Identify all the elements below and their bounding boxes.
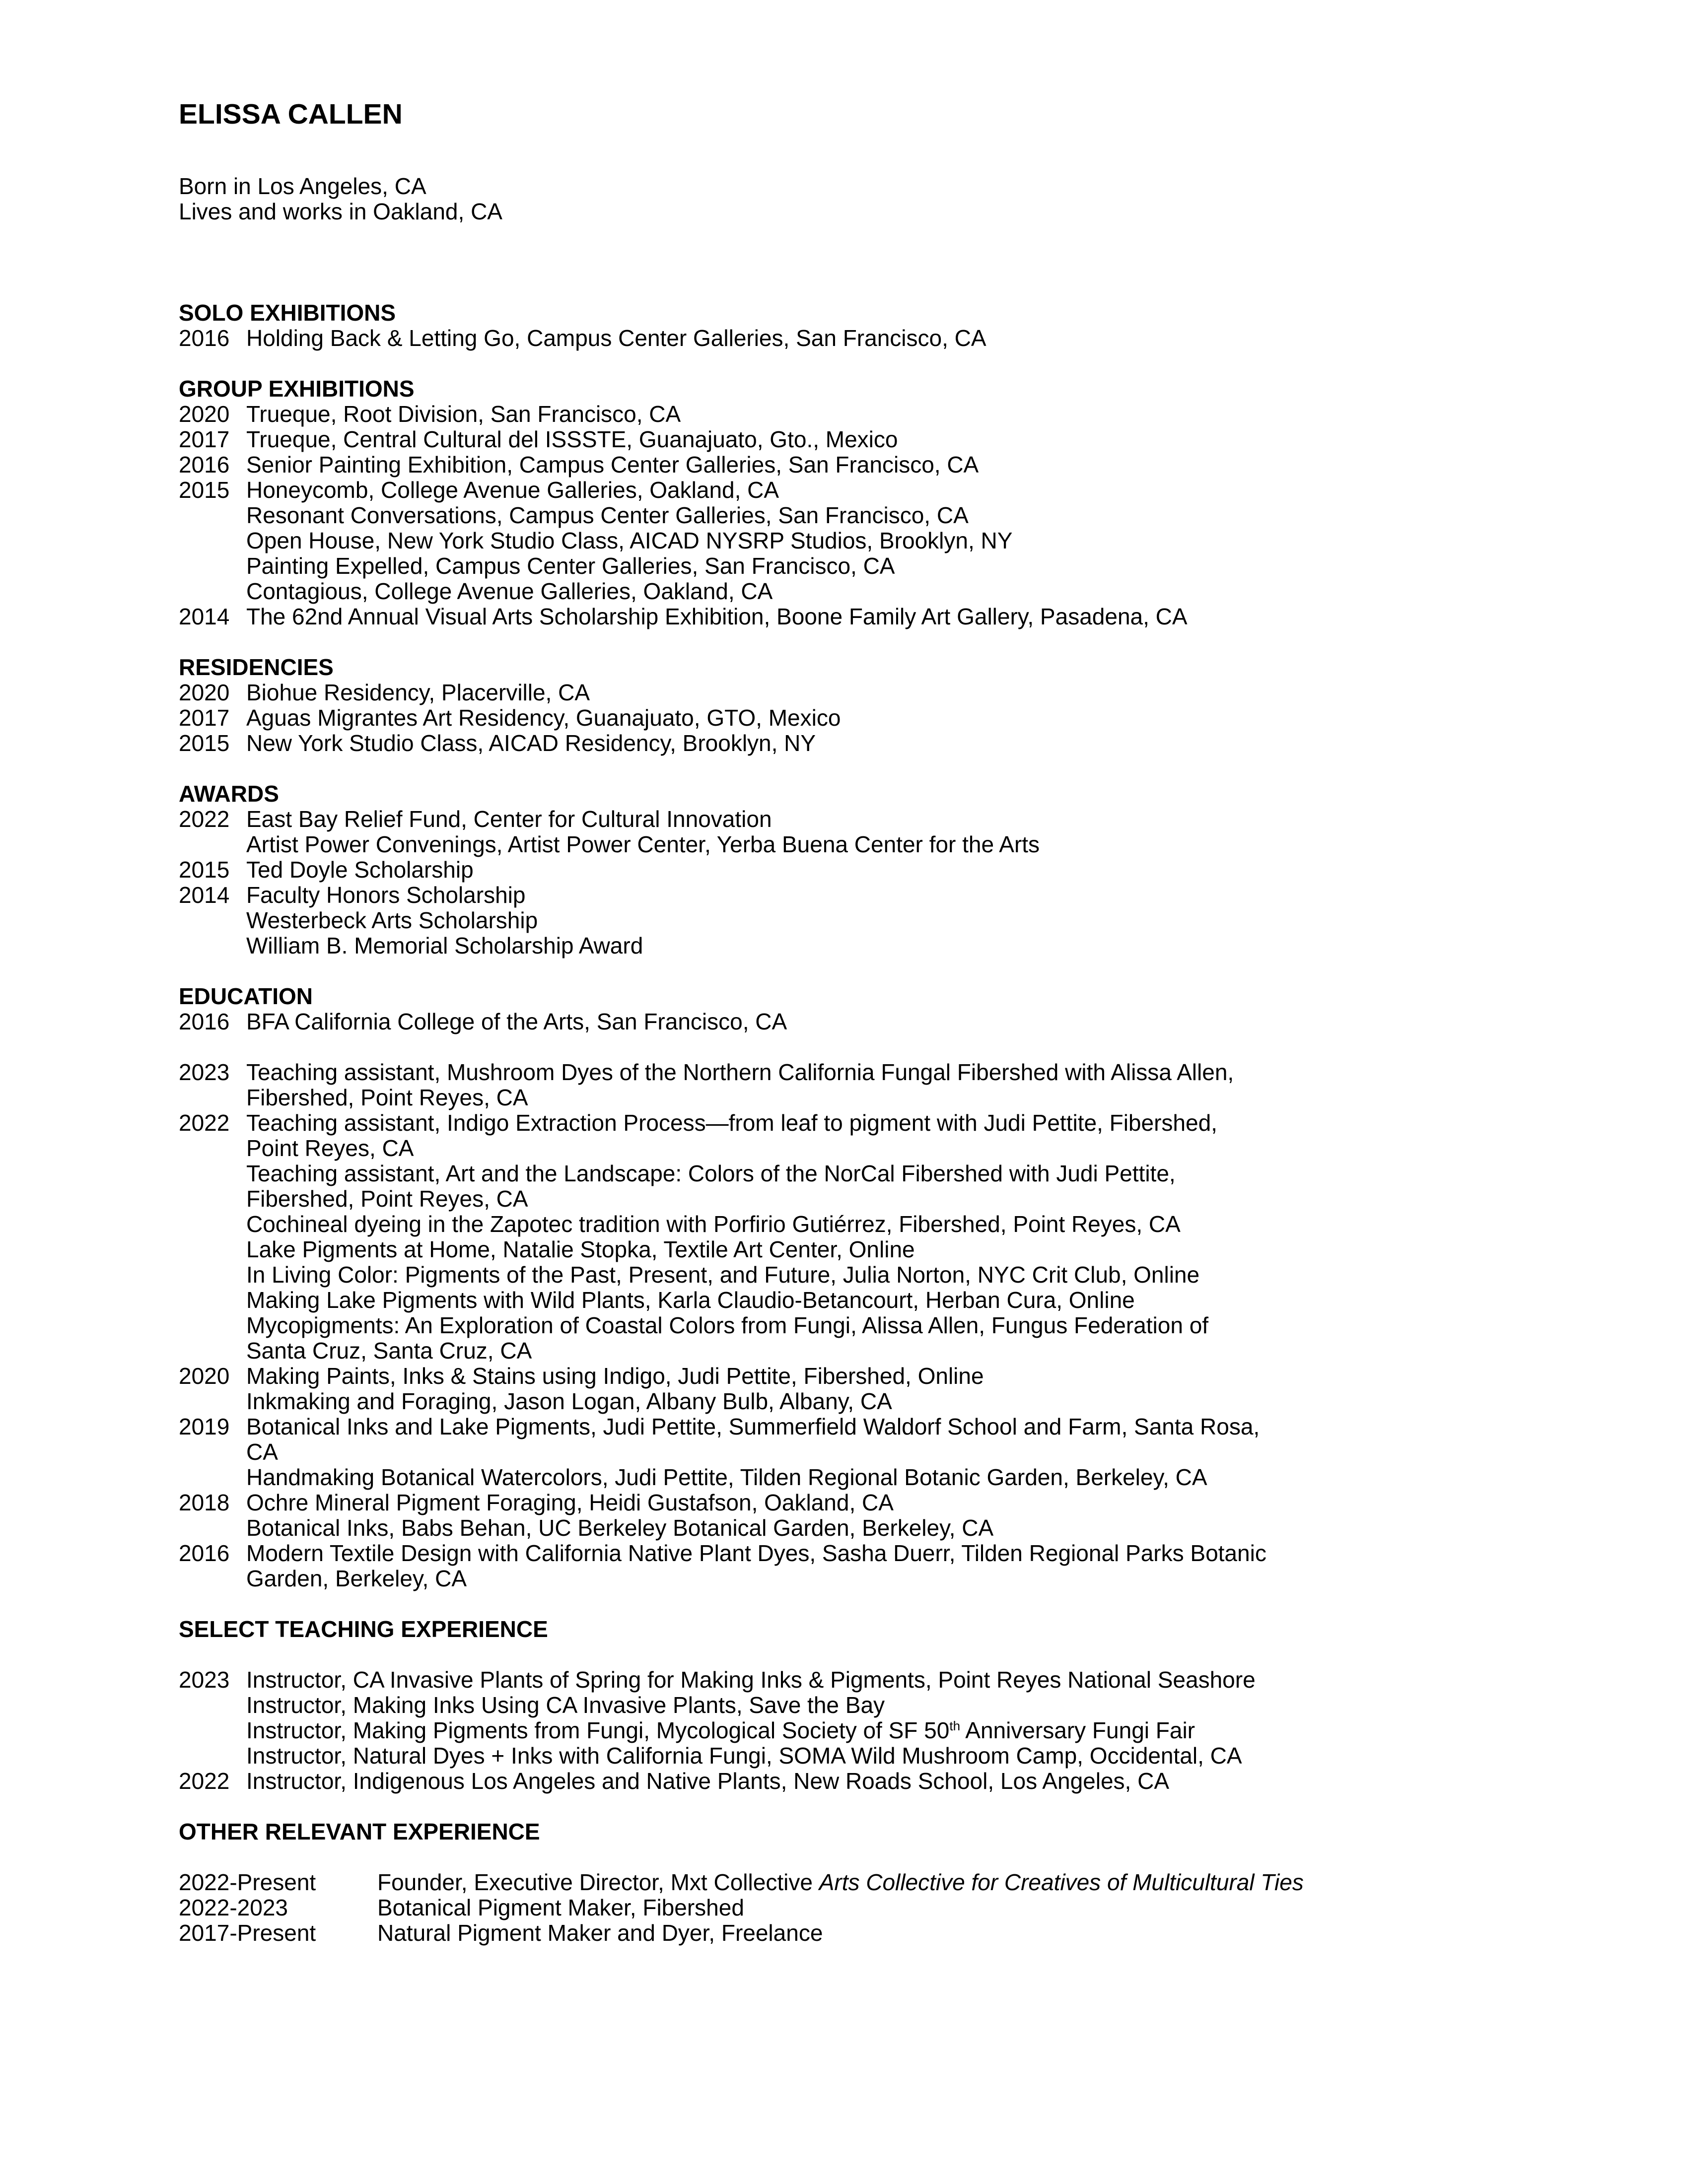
entry-row xyxy=(179,857,1569,883)
entry-lines xyxy=(246,1667,1569,1769)
entry-line: Open House, New York Studio Class, AICAD NYSRP Studios, Brooklyn, NY xyxy=(246,528,1013,553)
entry-row xyxy=(179,731,1569,756)
entry-line: Instructor, Making Inks Using CA Invasive Plants, Save the Bay xyxy=(246,1692,885,1718)
entry-lines xyxy=(246,1060,1569,1110)
entry-row xyxy=(179,1414,1569,1490)
entry-line: Biohue Residency, Placerville, CA xyxy=(246,680,590,705)
entry-year: 2015 xyxy=(179,730,230,756)
cv-page xyxy=(179,97,1569,1971)
entry-line: Instructor, Indigenous Los Angeles and Native Plants, New Roads School, Los Angeles, CA xyxy=(246,1768,1170,1794)
entries-list xyxy=(179,326,1569,351)
entry-row xyxy=(179,705,1569,731)
entry-year: 2020 xyxy=(179,1363,230,1389)
entry-year: 2022 xyxy=(179,1110,230,1136)
entry-lines xyxy=(246,1769,1569,1794)
entry-line: William B. Memorial Scholarship Award xyxy=(246,933,643,958)
entry-row xyxy=(179,1110,1569,1364)
entry-line: Teaching assistant, Art and the Landscape: Colors of the NorCal Fibershed with Judi Pettite, xyxy=(246,1160,1176,1186)
entry-lines xyxy=(246,1009,1569,1034)
entry-line: Faculty Honors Scholarship xyxy=(246,882,526,908)
entry-line: Making Paints, Inks & Stains using Indigo, Judi Pettite, Fibershed, Online xyxy=(246,1363,984,1389)
entry-row xyxy=(179,1490,1569,1541)
entry-line: Botanical Pigment Maker, Fibershed xyxy=(377,1895,744,1920)
entry-line: The 62nd Annual Visual Arts Scholarship Exhibition, Boone Family Art Gallery, Pasadena, CA xyxy=(246,604,1188,629)
entry-row xyxy=(179,1895,1569,1920)
entry-lines xyxy=(246,680,1569,705)
entry-line: Artist Power Convenings, Artist Power Center, Yerba Buena Center for the Arts xyxy=(246,831,1040,857)
artist-name: ELISSA CALLEN xyxy=(179,98,403,130)
entry-row xyxy=(179,402,1569,427)
entry-line: Modern Textile Design with California Native Plant Dyes, Sasha Duerr, Tilden Regional Parks Botanic xyxy=(246,1540,1266,1566)
entry-row xyxy=(179,680,1569,705)
education-section xyxy=(179,984,1569,1591)
entry-line: Botanical Inks and Lake Pigments, Judi Pettite, Summerfield Waldorf School and Farm, Santa Rosa, xyxy=(246,1414,1260,1439)
entry-year: 2022-Present xyxy=(179,1869,316,1895)
entry-year: 2014 xyxy=(179,604,230,629)
entry-year: 2016 xyxy=(179,452,230,478)
entry-row xyxy=(179,1667,1569,1769)
entry-line: Senior Painting Exhibition, Campus Center Galleries, San Francisco, CA xyxy=(246,452,979,478)
entry-line: Mycopigments: An Exploration of Coastal Colors from Fungi, Alissa Allen, Fungus Federation of xyxy=(246,1312,1209,1338)
entry-line: Ochre Mineral Pigment Foraging, Heidi Gustafson, Oakland, CA xyxy=(246,1490,894,1515)
entry-row xyxy=(179,1009,1569,1034)
section-title: OTHER RELEVANT EXPERIENCE xyxy=(179,1819,540,1844)
entry-line: Instructor, CA Invasive Plants of Spring for Making Inks & Pigments, Point Reyes National Seashore xyxy=(246,1667,1256,1693)
section-title: AWARDS xyxy=(179,781,279,807)
entry-lines xyxy=(246,705,1569,731)
entry-line: Teaching assistant, Indigo Extraction Process—from leaf to pigment with Judi Pettite, Fibershed, xyxy=(246,1110,1217,1136)
entry-row xyxy=(179,1769,1569,1794)
entry-line: Aguas Migrantes Art Residency, Guanajuato, GTO, Mexico xyxy=(246,705,841,731)
entry-row xyxy=(179,326,1569,351)
entry-line-text: Instructor, Making Pigments from Fungi, Mycological Society of SF 50 xyxy=(246,1717,950,1743)
entry-line: Teaching assistant, Mushroom Dyes of the Northern California Fungal Fibershed with Alissa Allen, xyxy=(246,1059,1234,1085)
entry-year: 2022-2023 xyxy=(179,1895,288,1920)
entry-line xyxy=(246,1718,1569,1743)
entry-row xyxy=(179,1870,1569,1895)
section-title: RESIDENCIES xyxy=(179,654,334,680)
teaching-section xyxy=(179,1617,1569,1794)
entry-lines xyxy=(377,1895,1569,1920)
entry-line: Inkmaking and Foraging, Jason Logan, Albany Bulb, Albany, CA xyxy=(246,1388,892,1414)
entry-row xyxy=(179,807,1569,857)
entry-line: Handmaking Botanical Watercolors, Judi Pettite, Tilden Regional Botanic Garden, Berkeley, CA xyxy=(246,1464,1207,1490)
entry-line: Cochineal dyeing in the Zapotec tradition with Porfirio Gutiérrez, Fibershed, Point Reyes, CA xyxy=(246,1211,1181,1237)
entry-line: Trueque, Root Division, San Francisco, CA xyxy=(246,401,681,427)
entry-row xyxy=(179,1364,1569,1414)
entry-lines xyxy=(246,402,1569,427)
entry-line: Ted Doyle Scholarship xyxy=(246,857,474,883)
entry-line-text: Founder, Executive Director, Mxt Collective xyxy=(377,1869,819,1895)
entry-lines xyxy=(246,807,1569,857)
entry-line: Fibershed, Point Reyes, CA xyxy=(246,1085,528,1110)
entries-list xyxy=(179,807,1569,958)
solo-exhibitions-section xyxy=(179,300,1569,351)
other-experience-section xyxy=(179,1819,1569,1946)
entry-year: 2023 xyxy=(179,1059,230,1085)
entry-row xyxy=(179,883,1569,958)
entry-lines xyxy=(246,857,1569,883)
entry-line: Garden, Berkeley, CA xyxy=(246,1566,467,1591)
entry-lines xyxy=(246,1110,1569,1364)
entry-line-text: Anniversary Fungi Fair xyxy=(960,1717,1195,1743)
entry-year: 2015 xyxy=(179,857,230,883)
entry-lines xyxy=(246,1541,1569,1591)
awards-section xyxy=(179,781,1569,958)
workshops-list xyxy=(179,1060,1569,1591)
entry-year: 2022 xyxy=(179,806,230,832)
entry-line: Trueque, Central Cultural del ISSSTE, Guanajuato, Gto., Mexico xyxy=(246,426,898,452)
entry-row xyxy=(179,1920,1569,1946)
entry-line xyxy=(377,1870,1569,1895)
entries-list xyxy=(179,402,1569,629)
entry-row xyxy=(179,427,1569,452)
entry-year: 2020 xyxy=(179,680,230,705)
entry-line: New York Studio Class, AICAD Residency, Brooklyn, NY xyxy=(246,730,816,756)
entry-year: 2023 xyxy=(179,1667,230,1693)
spacer xyxy=(179,1034,1569,1060)
entry-row xyxy=(179,1060,1569,1110)
entry-lines xyxy=(246,326,1569,351)
ordinal-superscript: th xyxy=(949,1718,961,1733)
entry-lines xyxy=(246,1414,1569,1490)
entry-line: Painting Expelled, Campus Center Galleries, San Francisco, CA xyxy=(246,553,895,579)
bio xyxy=(179,174,1569,224)
entry-line: Westerbeck Arts Scholarship xyxy=(246,907,538,933)
entry-lines xyxy=(246,731,1569,756)
entry-lines xyxy=(246,452,1569,478)
entry-lines xyxy=(246,427,1569,452)
entry-line: Natural Pigment Maker and Dyer, Freelance xyxy=(377,1920,823,1946)
entry-line: Point Reyes, CA xyxy=(246,1135,414,1161)
residencies-section xyxy=(179,655,1569,756)
entry-row xyxy=(179,604,1569,629)
entry-line: East Bay Relief Fund, Center for Cultural Innovation xyxy=(246,806,772,832)
entry-year: 2018 xyxy=(179,1490,230,1515)
entry-line: Botanical Inks, Babs Behan, UC Berkeley Botanical Garden, Berkeley, CA xyxy=(246,1515,994,1541)
entry-lines xyxy=(377,1920,1569,1946)
entry-year: 2016 xyxy=(179,1540,230,1566)
entry-year: 2017-Present xyxy=(179,1920,316,1946)
group-exhibitions-section xyxy=(179,376,1569,629)
section-title: EDUCATION xyxy=(179,983,313,1009)
entry-line: Fibershed, Point Reyes, CA xyxy=(246,1186,528,1212)
entry-row xyxy=(179,478,1569,604)
entry-line: Honeycomb, College Avenue Galleries, Oakland, CA xyxy=(246,477,779,503)
section-title: SOLO EXHIBITIONS xyxy=(179,300,396,326)
entry-year: 2019 xyxy=(179,1414,230,1439)
entry-line: CA xyxy=(246,1439,278,1465)
entry-year: 2016 xyxy=(179,325,230,351)
entry-line: Making Lake Pigments with Wild Plants, Karla Claudio-Betancourt, Herban Cura, Online xyxy=(246,1287,1135,1313)
entry-line-italic: Arts Collective for Creatives of Multicultural Ties xyxy=(819,1869,1304,1895)
entry-line: In Living Color: Pigments of the Past, Present, and Future, Julia Norton, NYC Crit Club, Online xyxy=(246,1262,1200,1288)
entry-lines xyxy=(246,1490,1569,1541)
entry-lines xyxy=(246,604,1569,629)
entry-line: BFA California College of the Arts, San Francisco, CA xyxy=(246,1009,787,1034)
entry-year: 2022 xyxy=(179,1768,230,1794)
entry-year: 2017 xyxy=(179,426,230,452)
entry-year: 2014 xyxy=(179,882,230,908)
entry-year: 2016 xyxy=(179,1009,230,1034)
entry-lines xyxy=(246,1364,1569,1414)
entries-list xyxy=(179,1009,1569,1034)
entry-line: Holding Back & Letting Go, Campus Center Galleries, San Francisco, CA xyxy=(246,325,986,351)
entry-line: Santa Cruz, Santa Cruz, CA xyxy=(246,1338,532,1364)
entry-lines xyxy=(246,883,1569,958)
entry-line: Instructor, Natural Dyes + Inks with California Fungi, SOMA Wild Mushroom Camp, Occidental, CA xyxy=(246,1743,1242,1769)
entry-year: 2015 xyxy=(179,477,230,503)
entry-year: 2017 xyxy=(179,705,230,731)
entries-list xyxy=(179,680,1569,756)
bio-birthplace: Born in Los Angeles, CA xyxy=(179,173,426,199)
entry-row xyxy=(179,452,1569,478)
entry-lines xyxy=(377,1870,1569,1895)
entry-row xyxy=(179,1541,1569,1591)
entry-line: Contagious, College Avenue Galleries, Oakland, CA xyxy=(246,578,773,604)
entry-lines xyxy=(246,478,1569,604)
entry-line: Lake Pigments at Home, Natalie Stopka, Textile Art Center, Online xyxy=(246,1236,915,1262)
entry-year: 2020 xyxy=(179,401,230,427)
section-title: GROUP EXHIBITIONS xyxy=(179,376,415,402)
section-title: SELECT TEACHING EXPERIENCE xyxy=(179,1616,548,1642)
bio-residence: Lives and works in Oakland, CA xyxy=(179,199,502,224)
entry-line: Resonant Conversations, Campus Center Galleries, San Francisco, CA xyxy=(246,502,969,528)
